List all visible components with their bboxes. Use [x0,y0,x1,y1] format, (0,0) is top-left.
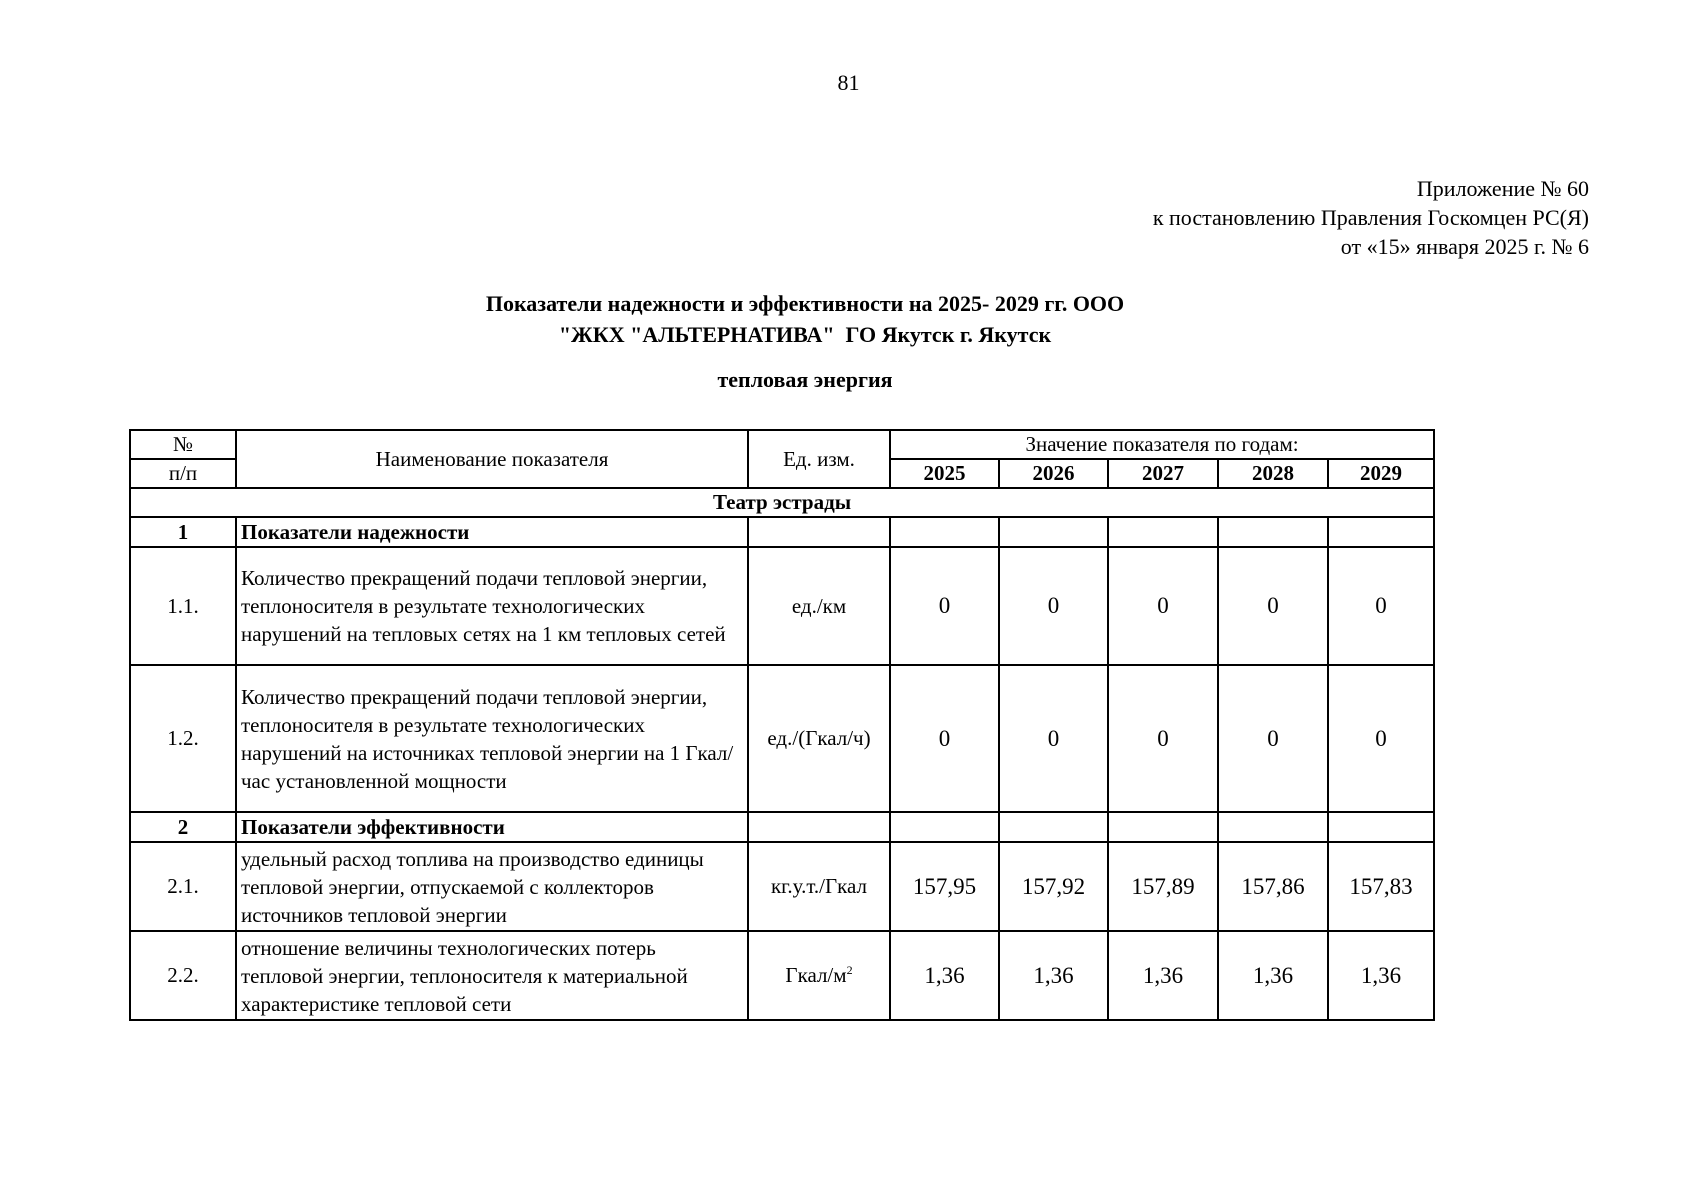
row-unit-superscript: 2 [846,963,853,977]
row-name: удельный расход топлива на производство единицы тепловой энергии, отпускаемой с коллекторов источников тепловой энергии [236,842,748,931]
row-value: 0 [890,665,999,812]
table-row [130,547,1434,665]
page-number: 81 [837,70,860,95]
document-title [0,288,1610,350]
row-name: отношение величины технологических потерь тепловой энергии, теплоносителя к материальной характеристике тепловой сети [236,931,748,1020]
table-row [130,665,1434,812]
document-title-line-2: "ЖКХ "АЛЬТЕРНАТИВА" ГО Якутск г. Якутск [558,322,1052,347]
appendix-line-1: Приложение № 60 [1416,176,1589,201]
row-unit: ед./км [748,547,890,665]
group-title: Показатели надежности [236,517,748,547]
row-name: Количество прекращений подачи тепловой энергии, теплоносителя в результате технологических нарушений на источниках тепловой энергии на 1 Гкал/час установленной мощности [236,665,748,812]
row-value: 157,83 [1328,842,1434,931]
header-values-group: Значение показателя по годам: [890,430,1434,459]
row-value: 1,36 [890,931,999,1020]
row-value: 0 [890,547,999,665]
header-year: 2029 [1328,459,1434,488]
row-num: 1.2. [130,665,236,812]
row-value: 0 [999,547,1108,665]
row-unit-base: Гкал/м [785,963,847,987]
row-value: 157,95 [890,842,999,931]
document-title-line-1: Показатели надежности и эффективности на 2025- 2029 гг. ООО [485,291,1125,316]
indicators-table [129,429,1435,1021]
row-value: 157,86 [1218,842,1328,931]
header-year: 2026 [999,459,1108,488]
appendix-block [1153,174,1589,261]
row-value: 0 [999,665,1108,812]
row-name: Количество прекращений подачи тепловой энергии, теплоносителя в результате технологических нарушений на тепловых сетях на 1 км тепловых сетей [236,547,748,665]
header-name: Наименование показателя [236,430,748,488]
appendix-line-2: к постановлению Правления Госкомцен РС(Я) [1152,205,1589,230]
section-row [130,488,1434,517]
row-num: 1.1. [130,547,236,665]
row-value: 1,36 [1328,931,1434,1020]
row-value: 0 [1218,547,1328,665]
row-value: 157,89 [1108,842,1218,931]
table-row [130,931,1434,1020]
row-unit [748,931,890,1020]
row-value: 0 [1328,665,1434,812]
row-num: 2.1. [130,842,236,931]
row-value: 157,92 [999,842,1108,931]
row-value: 0 [1108,547,1218,665]
header-year: 2028 [1218,459,1328,488]
group-row [130,812,1434,842]
row-value: 0 [1108,665,1218,812]
row-unit: кг.у.т./Гкал [748,842,890,931]
row-num: 2.2. [130,931,236,1020]
row-value: 0 [1218,665,1328,812]
header-year: 2025 [890,459,999,488]
header-year: 2027 [1108,459,1218,488]
row-value: 1,36 [1218,931,1328,1020]
section-title: Театр эстрады [130,488,1434,517]
header-num-top: № [130,430,236,459]
row-value: 0 [1328,547,1434,665]
group-num: 1 [130,517,236,547]
header-unit: Ед. изм. [748,430,890,488]
group-title: Показатели эффективности [236,812,748,842]
row-unit: ед./(Гкал/ч) [748,665,890,812]
row-value: 1,36 [1108,931,1218,1020]
table-row [130,842,1434,931]
group-num: 2 [130,812,236,842]
document-subtitle: тепловая энергия [717,367,893,392]
appendix-line-3: от «15» января 2025 г. № 6 [1340,234,1589,259]
row-value: 1,36 [999,931,1108,1020]
group-row [130,517,1434,547]
header-num-bottom: п/п [130,459,236,488]
